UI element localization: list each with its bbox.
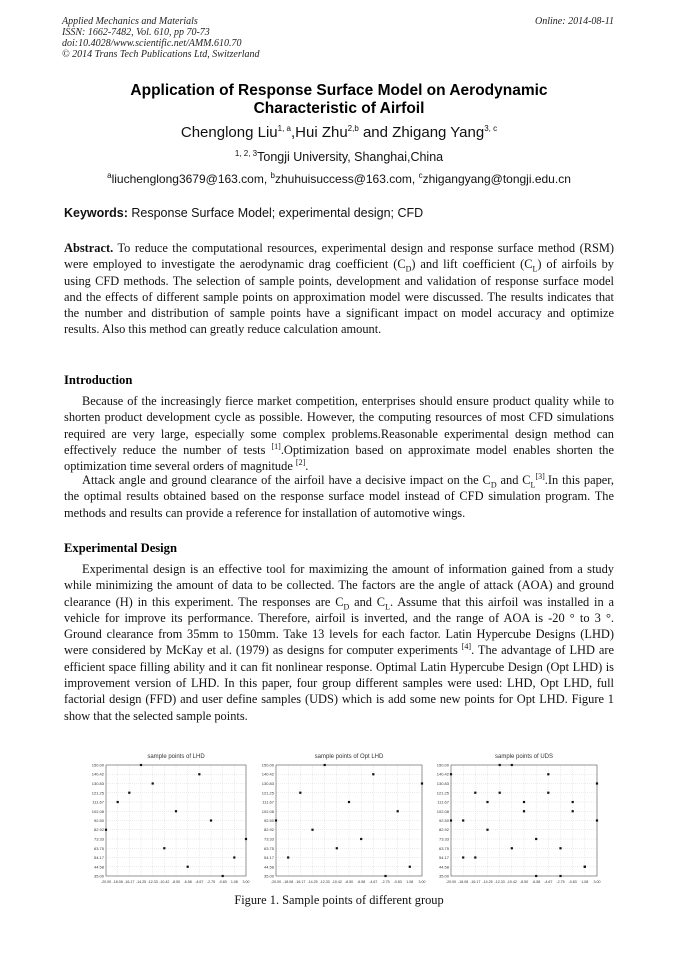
y-tick-label: 54.17 — [263, 854, 274, 860]
x-tick-label: -0.83 — [218, 880, 227, 884]
keywords — [64, 206, 423, 220]
x-tick-label: -12.33 — [319, 880, 330, 884]
sample-point — [360, 838, 362, 840]
x-tick-label: -18.08 — [112, 880, 123, 884]
author-name: Zhigang Yang — [392, 124, 485, 141]
x-tick-label: -20.00 — [445, 880, 457, 884]
sample-point — [547, 773, 549, 775]
y-tick-label: 130.83 — [436, 781, 449, 787]
subscript: D — [343, 602, 350, 612]
sample-point — [397, 810, 399, 812]
x-tick-label: -16.17 — [295, 880, 306, 884]
figure-caption: Figure 1. Sample points of different group — [234, 893, 444, 907]
abstract-paragraph — [64, 240, 614, 338]
y-tick-label: 92.50 — [263, 818, 274, 823]
subscript: L — [530, 480, 536, 490]
body-text: and C — [349, 594, 386, 609]
sample-point — [210, 819, 212, 821]
experimental-design-heading: Experimental Design — [64, 541, 177, 555]
body-text: .Optimization based on approximate model enables shorten the optimization time several orders of magnitude — [64, 442, 615, 474]
sample-point — [233, 856, 235, 858]
x-tick-label: -4.67 — [544, 880, 553, 884]
x-tick-label: -4.67 — [195, 880, 204, 884]
y-tick-label: 111.67 — [92, 799, 104, 805]
x-tick-label: -6.58 — [532, 880, 541, 884]
sample-point — [535, 875, 537, 877]
online-date: Online: 2014-08-11 — [535, 16, 614, 27]
x-tick-label: -2.75 — [206, 880, 216, 884]
y-tick-label: 82.92 — [263, 827, 274, 833]
sample-point — [462, 856, 464, 858]
copyright-line: © 2014 Trans Tech Publications Ltd, Switzerland — [62, 49, 260, 60]
citation: [2] — [295, 458, 306, 468]
sample-point — [163, 847, 165, 849]
affiliation-text: Tongji University, Shanghai,China — [257, 150, 444, 164]
y-tick-label: 140.42 — [436, 771, 449, 777]
sample-point — [523, 810, 525, 812]
sample-point — [105, 829, 107, 831]
y-tick-label: 121.25 — [91, 790, 104, 796]
email-sup: a — [107, 171, 112, 180]
y-tick-label: 102.08 — [436, 808, 449, 814]
sample-point — [559, 847, 561, 849]
y-tick-label: 63.75 — [438, 845, 449, 851]
doi-line: doi:10.4028/www.scientific.net/AMM.610.70 — [62, 38, 242, 49]
y-tick-label: 82.92 — [93, 827, 104, 833]
sample-point — [523, 801, 525, 803]
x-tick-label: 3.00 — [242, 880, 250, 884]
x-tick-label: -8.50 — [519, 880, 529, 884]
sample-point — [324, 764, 326, 766]
y-tick-label: 35.00 — [438, 873, 449, 879]
subscript: D — [405, 264, 412, 274]
y-tick-label: 54.17 — [93, 854, 104, 860]
sample-point — [547, 792, 549, 794]
email-sup: c — [418, 171, 423, 180]
x-tick-label: -8.50 — [171, 880, 181, 884]
sample-point — [450, 773, 452, 775]
opt-lhd-scatter-chart — [250, 751, 428, 891]
x-tick-label: 1.08 — [581, 880, 589, 884]
y-tick-label: 140.42 — [261, 771, 274, 777]
x-tick-label: -8.50 — [344, 880, 354, 884]
sample-point — [474, 792, 476, 794]
x-tick-label: -16.17 — [470, 880, 481, 884]
x-tick-label: -10.42 — [506, 880, 517, 884]
sample-point — [486, 801, 488, 803]
sample-point — [584, 866, 586, 868]
y-tick-label: 35.00 — [263, 873, 274, 879]
body-text: Experimental design is an effective tool for maximizing the amount of information gained from a study while minimizing the amount of data to be collected. The factors are the angle of attack (AOA) and ground clearance (H) in this experiment. The responses are C — [64, 562, 614, 609]
body-text: and C — [496, 473, 531, 487]
experimental-design-paragraph — [64, 561, 614, 724]
x-tick-label: -12.33 — [147, 880, 158, 884]
x-tick-label: 3.00 — [418, 880, 426, 884]
uds-scatter-chart — [425, 751, 603, 891]
email-separator: , — [411, 172, 419, 186]
author-sup: 2,b — [347, 124, 359, 133]
subscript: D — [490, 480, 497, 490]
affiliation — [60, 150, 618, 164]
y-tick-label: 63.75 — [93, 845, 104, 851]
keywords-label: Keywords: — [64, 206, 128, 220]
y-tick-label: 44.58 — [263, 864, 274, 870]
sample-point — [572, 810, 574, 812]
x-tick-label: -2.75 — [381, 880, 390, 884]
paper-title — [60, 82, 618, 118]
chart-title: sample points of UDS — [494, 754, 554, 760]
sample-point — [187, 866, 189, 868]
sample-point — [275, 819, 277, 821]
body-text: Because of the increasingly fierce market competition, enterprises should ensure product quality while to shorten product development cycle as possible. However, the computing resources of most CFD simulations required are very large, especially some complex problems.Reasonable experimental design method can effectively reduce the number of tests — [64, 394, 614, 457]
sample-point — [511, 764, 513, 766]
y-tick-label: 92.50 — [438, 818, 449, 823]
body-text: Attack angle and ground clearance of the airfoil have a decisive impact on the C — [82, 473, 491, 487]
x-tick-label: -18.08 — [283, 880, 294, 884]
y-tick-label: 92.50 — [93, 818, 104, 823]
sample-point — [299, 792, 301, 794]
x-tick-label: -14.25 — [482, 880, 493, 884]
x-tick-label: -18.08 — [458, 880, 469, 884]
y-tick-label: 140.42 — [91, 771, 104, 777]
introduction-paragraph-2 — [64, 472, 614, 521]
body-text: .In this paper, the optimal results obtained based on the response surface model instead of CFD simulation program. The methods and results can provide a reference for installation of automotive wings. — [64, 473, 614, 520]
author-sup: 3, c — [484, 124, 498, 133]
sample-point — [409, 866, 411, 868]
journal-name: Applied Mechanics and Materials — [62, 16, 198, 27]
author-name: Chenglong Liu — [180, 124, 278, 141]
x-tick-label: 1.08 — [230, 880, 238, 884]
sample-point — [245, 838, 247, 840]
title-line-2: Characteristic of Airfoil — [253, 100, 425, 117]
email-link[interactable]: zhuhuisuccess@163.com — [274, 172, 412, 186]
y-tick-label: 130.83 — [91, 781, 104, 787]
citation: [4] — [461, 642, 472, 652]
y-tick-label: 150.00 — [436, 762, 449, 768]
sample-point — [372, 773, 374, 775]
x-tick-label: -6.58 — [183, 880, 192, 884]
y-tick-label: 63.75 — [263, 845, 274, 851]
sample-point — [421, 782, 423, 784]
author-name: Hui Zhu — [295, 124, 348, 141]
y-tick-label: 102.08 — [91, 808, 104, 814]
y-tick-label: 54.17 — [438, 854, 449, 860]
sample-point — [128, 792, 130, 794]
affiliation-sup: 1, 2, 3 — [234, 148, 258, 158]
sample-point — [140, 764, 142, 766]
sample-point — [311, 829, 313, 831]
sample-point — [596, 819, 598, 821]
x-tick-label: -12.33 — [494, 880, 505, 884]
sample-point — [596, 782, 598, 784]
citation: [1] — [271, 441, 281, 451]
sample-point — [348, 801, 350, 803]
author-separator: and — [358, 124, 393, 141]
citation: [3] — [535, 471, 545, 481]
x-tick-label: -6.58 — [357, 880, 366, 884]
sample-point — [117, 801, 119, 803]
x-tick-label: -0.83 — [568, 880, 577, 884]
subscript: L — [532, 264, 538, 274]
email-sup: b — [270, 171, 275, 180]
x-tick-label: -0.83 — [393, 880, 402, 884]
sample-point — [499, 792, 501, 794]
sample-point — [474, 856, 476, 858]
abstract-text: ) of airfoils by using CFD methods. The selection of sample points, development and validation of response surface model and the effects of different sample points on approximation model were discussed. The results indicates that the number and distribution of sample points have a significant impact on model accuracy and optimize results. Also this method can greatly reduce calculation amount. — [64, 257, 614, 337]
y-tick-label: 102.08 — [261, 808, 274, 814]
sample-point — [486, 829, 488, 831]
abstract-label: Abstract. — [64, 241, 114, 255]
sample-point — [450, 819, 452, 821]
author-emails — [60, 172, 618, 186]
body-text: . The advantage of LHD are efficient space filling ability and it can fit nonlinear response. Optimal Latin Hypercube Design (Opt LHD) is improvement version of LHD. In this paper, four group different samples were used: LHD, Opt LHD, full factorial design (FFD) and user define samples (UDS) which is add some new points for Opt LHD. Figure 1 show that the selected sample points. — [64, 643, 614, 723]
lhd-scatter-chart — [80, 751, 252, 891]
introduction-heading: Introduction — [64, 373, 133, 387]
x-tick-label: -10.42 — [159, 880, 170, 884]
y-tick-label: 150.00 — [261, 762, 274, 768]
sample-point — [559, 875, 561, 877]
x-tick-label: -20.00 — [100, 880, 112, 884]
x-tick-label: -4.67 — [369, 880, 378, 884]
y-tick-label: 44.58 — [93, 864, 104, 870]
sample-point — [175, 810, 177, 812]
title-line-1: Application of Response Surface Model on Aerodynamic — [130, 82, 548, 99]
sample-point — [462, 819, 464, 821]
sample-point — [287, 856, 289, 858]
email-link[interactable]: zhigangyang@tongji.edu.cn — [422, 172, 571, 186]
author-sup: 1, a — [277, 124, 291, 133]
sample-point — [511, 847, 513, 849]
x-tick-label: 1.08 — [406, 880, 414, 884]
sample-point — [572, 801, 574, 803]
x-tick-label: -10.42 — [331, 880, 342, 884]
sample-point — [222, 875, 224, 877]
y-tick-label: 73.33 — [93, 836, 104, 842]
body-text: . — [305, 459, 309, 474]
y-tick-label: 44.58 — [438, 864, 449, 870]
sample-point — [535, 838, 537, 840]
y-tick-label: 111.67 — [262, 799, 274, 805]
x-tick-label: -20.00 — [270, 880, 282, 884]
keywords-text: Response Surface Model; experimental design; CFD — [127, 206, 424, 220]
y-tick-label: 130.83 — [261, 781, 274, 787]
email-link[interactable]: liuchenglong3679@163.com — [111, 172, 264, 186]
y-tick-label: 150.00 — [91, 762, 104, 768]
sample-point — [198, 773, 200, 775]
x-tick-label: -14.25 — [135, 880, 147, 884]
x-tick-label: -14.25 — [307, 880, 318, 884]
x-tick-label: -16.17 — [124, 880, 135, 884]
body-text: . Assume that this airfoil was installed in a vehicle for improve its performance. Therefore, airfoil is inverted, and the range of AOA is -20 ° to 3 °. Ground clearance from 35mm to 150mm. Take 13 levels for each factor. Latin Hypercube Designs (LHD) were considered by McKay et al. (1979) as designs for computer experiments — [64, 594, 614, 658]
y-tick-label: 121.25 — [261, 790, 274, 796]
author-separator: , — [290, 124, 296, 141]
y-tick-label: 111.67 — [437, 799, 449, 805]
issn-line: ISSN: 1662-7482, Vol. 610, pp 70-73 — [62, 27, 210, 38]
sample-point — [336, 847, 338, 849]
email-separator: , — [263, 172, 271, 186]
abstract-text: ) and lift coefficient (C — [411, 257, 533, 272]
x-tick-label: -2.75 — [556, 880, 565, 884]
introduction-paragraph-1 — [64, 393, 614, 474]
y-tick-label: 121.25 — [436, 790, 449, 796]
sample-point — [152, 782, 154, 784]
abstract-text: To reduce the computational resources, experimental design and response surface method (RSM) were employed to investigate the aerodynamic drag coefficient (C — [64, 241, 614, 272]
chart-title: sample points of LHD — [147, 754, 205, 760]
y-tick-label: 82.92 — [438, 827, 449, 833]
y-tick-label: 73.33 — [438, 836, 449, 842]
author-list — [60, 124, 618, 141]
subscript: L — [385, 602, 390, 612]
y-tick-label: 73.33 — [263, 836, 274, 842]
y-tick-label: 35.00 — [93, 873, 104, 879]
chart-title: sample points of Opt LHD — [314, 754, 384, 760]
sample-point — [499, 764, 501, 766]
sample-point — [384, 875, 386, 877]
x-tick-label: 3.00 — [593, 880, 601, 884]
